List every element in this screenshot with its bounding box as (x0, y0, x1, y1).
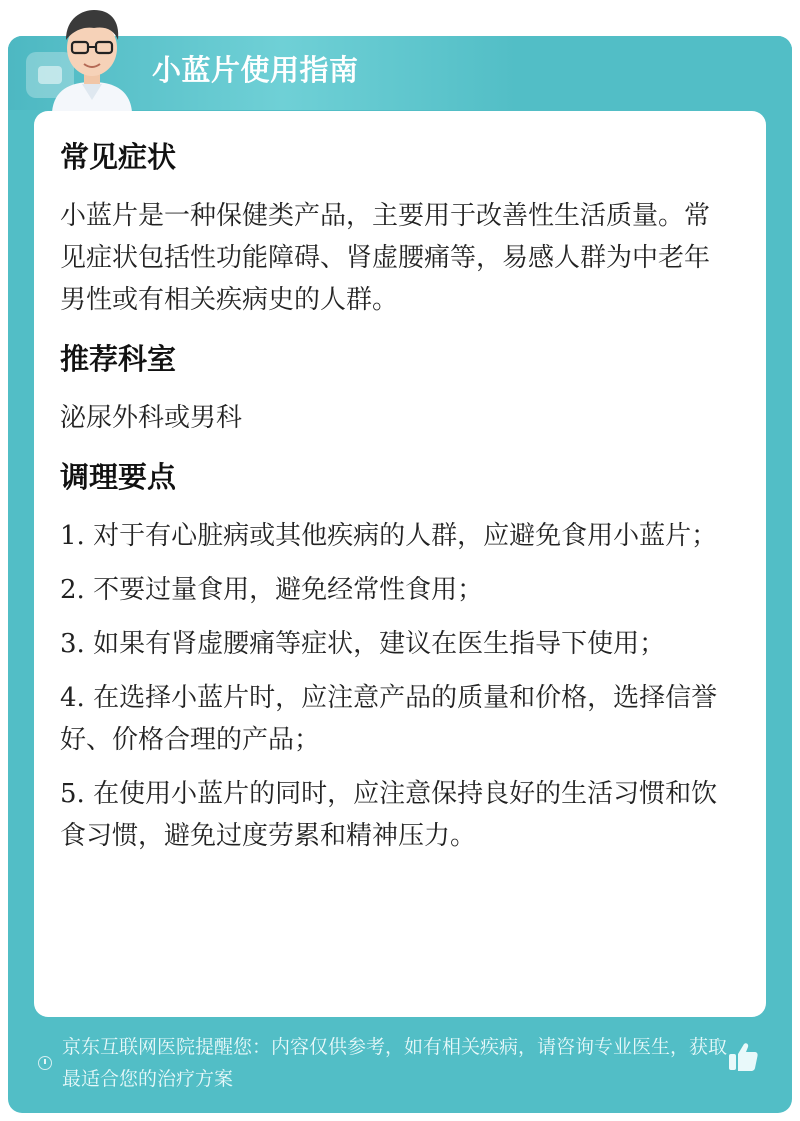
department-value: 泌尿外科或男科 (60, 403, 243, 433)
card-content (60, 131, 732, 857)
footer (8, 1028, 792, 1098)
section-title-tips: 调理要点 (60, 460, 177, 494)
thumbs-up-icon[interactable] (726, 1040, 760, 1074)
tip-item: 2. 不要过量食用，避免经常性食用； (60, 575, 484, 605)
tip-item: 4. 在选择小蓝片时，应注意产品的质量和价格，选择信誉好、价格合理的产品； (60, 683, 718, 755)
symptoms-description: 小蓝片是一种保健类产品，主要用于改善性生活质量。常见症状包括性功能障碍、肾虚腰痛等，易感人群为中老年男性或有相关疾病史的人群。 (60, 201, 711, 315)
section-title-symptoms: 常见症状 (60, 140, 177, 174)
tip-item: 1. 对于有心脏病或其他疾病的人群，应避免食用小蓝片； (60, 521, 718, 551)
doctor-avatar (42, 4, 142, 112)
tip-item: 3. 如果有肾虚腰痛等症状，建议在医生指导下使用； (60, 629, 666, 659)
disclaimer-text: 京东互联网医院提醒您：内容仅供参考，如有相关疾病，请咨询专业医生，获取最适合您的治疗方案 (62, 1036, 728, 1090)
page-title: 小蓝片使用指南 (152, 53, 359, 87)
content-card (34, 111, 766, 1017)
info-icon (38, 1056, 52, 1070)
tip-item: 5. 在使用小蓝片的同时，应注意保持良好的生活习惯和饮食习惯，避免过度劳累和精神压力。 (60, 779, 718, 851)
section-title-department: 推荐科室 (60, 342, 177, 376)
